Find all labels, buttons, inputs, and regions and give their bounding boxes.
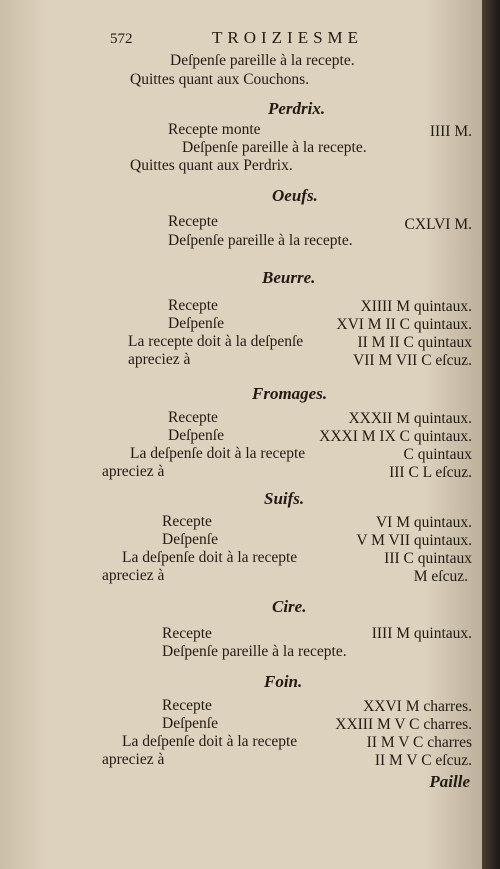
section-heading-perdrix: Perdrix. [268, 99, 326, 118]
beurre-balance-value2: VII M VII C eſcuz. [353, 352, 472, 369]
fromages-depense-value: XXXI M IX C quintaux. [319, 428, 472, 445]
foin-recepte-value: XXVI M charres. [363, 698, 472, 715]
beurre-depense-value: XVI M II C quintaux. [336, 316, 472, 333]
beurre-balance-line2: apreciez à [128, 351, 191, 368]
page-number: 572 [110, 31, 133, 47]
catchword: Paille [429, 772, 470, 791]
beurre-recepte-label: Recepte [168, 297, 218, 314]
foin-depense-label: Deſpenſe [162, 715, 218, 732]
oeufs-recepte-label: Recepte [168, 213, 218, 230]
cire-depense-line: Deſpenſe pareille à la recepte. [162, 643, 347, 660]
suifs-balance-line2: apreciez à [102, 567, 165, 584]
suifs-recepte-value: VI M quintaux. [375, 514, 472, 531]
couchons-depense-line: Deſpenſe pareille à la recepte. [170, 52, 355, 69]
running-title: TROIZIESME [212, 28, 364, 47]
suifs-recepte-label: Recepte [162, 513, 212, 530]
fromages-depense-label: Deſpenſe [168, 427, 224, 444]
perdrix-recepte-value: IIII M. [429, 123, 472, 140]
beurre-balance-value1: II M II C quintaux [357, 334, 472, 351]
perdrix-quittes-line: Quittes quant aux Perdrix. [130, 157, 293, 174]
foin-balance-value2: II M V C eſcuz. [374, 752, 472, 769]
section-heading-beurre: Beurre. [262, 268, 316, 287]
foin-balance-line2: apreciez à [102, 751, 165, 768]
fromages-balance-value2: III C L eſcuz. [389, 464, 472, 481]
section-heading-foin: Foin. [264, 672, 303, 691]
fromages-balance-value1: C quintaux [403, 446, 472, 463]
book-gutter-edge [482, 0, 500, 869]
perdrix-depense-line: Deſpenſe pareille à la recepte. [182, 139, 367, 156]
beurre-recepte-value: XIIII M quintaux. [360, 298, 472, 315]
oeufs-depense-line: Deſpenſe pareille à la recepte. [168, 232, 353, 249]
foin-balance-value1: II M V C charres [366, 734, 472, 751]
fromages-balance-line2: apreciez à [102, 463, 165, 480]
beurre-balance-line1: La recepte doit à la deſpenſe [128, 333, 304, 350]
section-heading-fromages: Fromages. [252, 384, 328, 403]
fromages-recepte-value: XXXII M quintaux. [348, 410, 472, 427]
suifs-balance-value2: M eſcuz. [413, 568, 468, 585]
foin-recepte-label: Recepte [162, 697, 212, 714]
suifs-depense-label: Deſpenſe [162, 531, 218, 548]
foin-depense-value: XXIII M V C charres. [335, 716, 472, 733]
suifs-depense-value: V M VII quintaux. [356, 532, 472, 549]
fromages-recepte-label: Recepte [168, 409, 218, 426]
section-heading-suifs: Suifs. [264, 489, 305, 508]
foin-balance-line1: La deſpenſe doit à la recepte [122, 733, 298, 750]
fromages-balance-line1: La deſpenſe doit à la recepte [130, 445, 306, 462]
cire-recepte-label: Recepte [162, 625, 212, 642]
oeufs-recepte-value: CXLVI M. [404, 216, 472, 233]
perdrix-recepte-label: Recepte monte [168, 121, 261, 138]
couchons-quittes-line: Quittes quant aux Couchons. [130, 71, 310, 88]
section-heading-oeufs: Oeufs. [272, 186, 318, 205]
section-heading-cire: Cire. [272, 597, 307, 616]
cire-recepte-value: IIII M quintaux. [371, 625, 472, 642]
suifs-balance-line1: La deſpenſe doit à la recepte [122, 549, 298, 566]
suifs-balance-value1: III C quintaux [384, 550, 472, 567]
beurre-depense-label: Deſpenſe [168, 315, 224, 332]
